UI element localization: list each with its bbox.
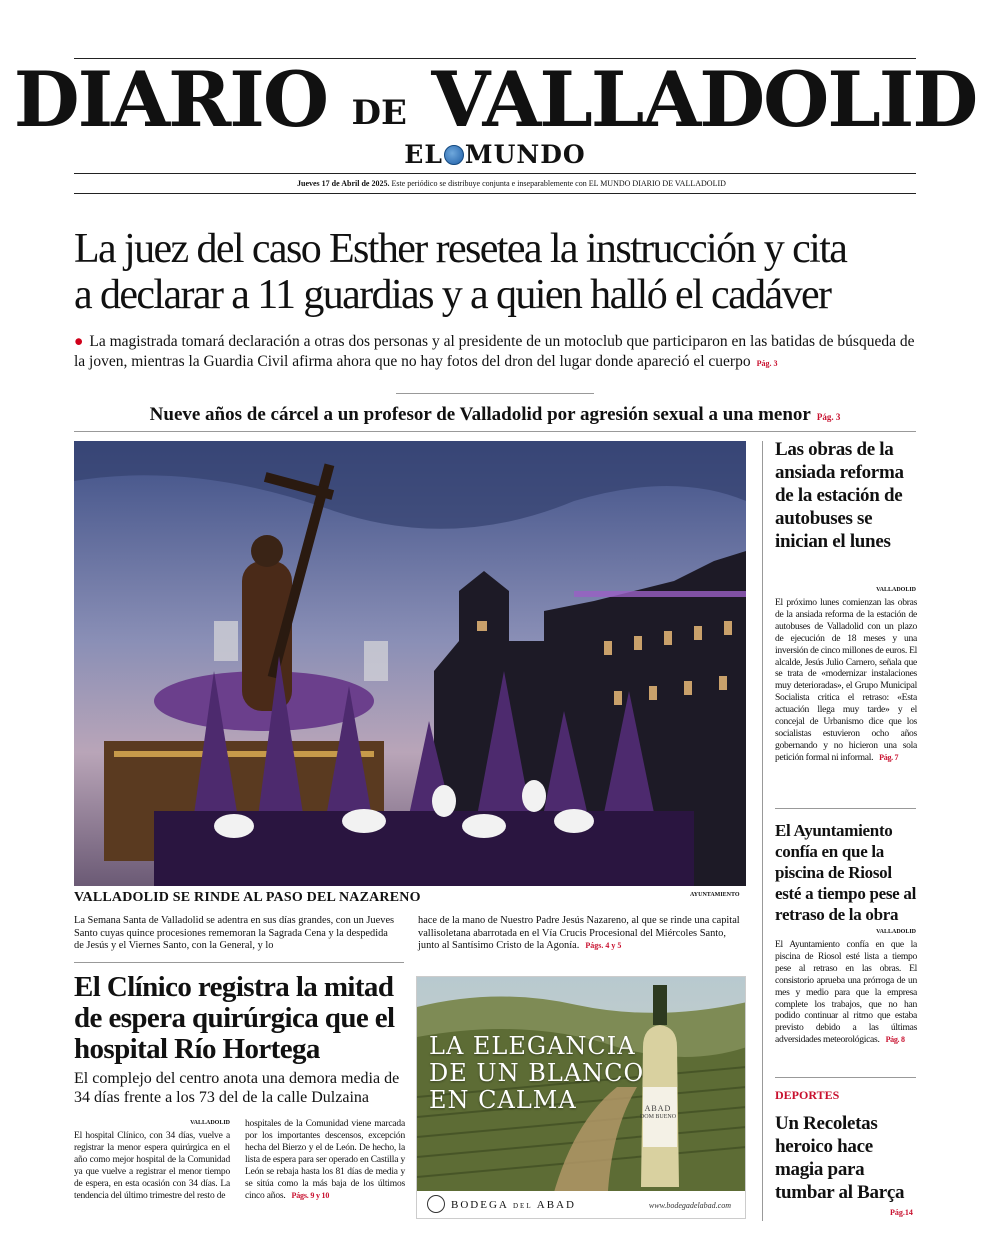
dateline-rule-bottom — [74, 193, 916, 194]
ad-slogan — [429, 1033, 644, 1114]
sidebar-rule-1 — [775, 808, 916, 809]
clinic-body-col2-text: hospitales de la Comunidad viene marcada por los importantes descensos, excepción hecha del Bierzo y el de León. De hecho, la lista de espera para ser operado en Castilla y León se rebaja hasta los 81 días de media y se sitúa como la más baja de los últimos cinco años. — [245, 1119, 405, 1201]
bodega-seal-icon — [427, 1195, 445, 1213]
clinic-body-col2 — [245, 1118, 405, 1202]
procession-image — [74, 441, 746, 886]
photo-caption-col1: La Semana Santa de Valladolid se adentra en sus días grandes, con un Jueves Santo cuyas quince procesiones rememoran la Sagrada Cena y la despedida de Jesús y el Viernes Santo, con la General, y lo — [74, 915, 395, 952]
dateline — [297, 179, 726, 188]
clinic-rule — [74, 962, 404, 963]
sidebar-story3-headline[interactable]: Un Recoletas heroico hace magia para tumbar al Barça — [775, 1113, 905, 1203]
el-mundo-logo — [0, 140, 990, 169]
section-rule — [74, 431, 916, 432]
clinic-subhead: El complejo del centro anota una demora media de 34 días frente a los 73 del de la calle Dulzaina — [74, 1070, 400, 1106]
nazareno-photo — [74, 441, 746, 886]
lead-headline-line1: La juez del caso Esther resetea la instrucción y cita — [74, 226, 847, 272]
el-mundo-el: EL — [404, 140, 443, 169]
sidebar-story2-body-text: El Ayuntamiento confía en que la piscina de Riosol esté lista a tiempo pese al retraso en las obras. El consistorio aprueba una prórroga de un mes y medio para que la empresa complete los trabajos, que no han podido continuar al ritmo que estaba previsto debido a las últimas adversidades meteorológicas. — [775, 939, 917, 1046]
sidebar-story1-headline[interactable]: Las obras de la ansiada reforma de la estación de autobuses se inician el lunes — [775, 439, 904, 552]
lead-headline[interactable] — [74, 226, 924, 318]
masthead-word-de: DE — [351, 93, 407, 133]
photo-caption-col2 — [418, 915, 746, 953]
sidebar-story1-page-ref[interactable]: Pág. 7 — [879, 752, 899, 762]
bodega-logo-abad: ABAD — [536, 1199, 576, 1211]
photo-caption-title: VALLADOLID SE RINDE AL PASO DEL NAZARENO — [74, 890, 421, 905]
bullet-icon: ● — [74, 333, 84, 350]
photo-caption-col2-text: hace de la mano de Nuestro Padre Jesús Nazareno, al que se rinde una capital vallisoletana abarrotada en el Vía Crucis Procesional del Miércoles Santo, junto al Santísimo Cristo de la Agonía. — [418, 915, 740, 952]
bottle-label-brand: ABAD — [644, 1104, 672, 1113]
lead-deck-text: La magistrada tomará declaración a otras dos personas y al presidente de un motoclub que participaron en las batidas de búsqueda de la joven, mientras la Guardia Civil afirma ahora que no hay fotos del dron del lugar donde apareció el cuerpo — [74, 333, 915, 370]
second-story[interactable] — [74, 404, 916, 426]
sidebar-rule-2 — [775, 1077, 916, 1078]
second-story-page-ref[interactable]: Pág. 3 — [816, 412, 841, 422]
clinic-page-ref[interactable]: Págs. 9 y 10 — [291, 1191, 330, 1200]
ad-slogan-line3: EN CALMA — [429, 1086, 577, 1114]
lead-page-ref[interactable]: Pág. 3 — [756, 359, 778, 368]
ad-slogan-line1: LA ELEGANCIA — [429, 1032, 636, 1060]
bodega-logo-word: BODEGA — [451, 1199, 509, 1211]
ad-footer — [417, 1191, 746, 1218]
sidebar-story3-page-ref[interactable]: Pág.14 — [890, 1208, 913, 1217]
ad-url[interactable]: www.bodegadelabad.com — [648, 1201, 731, 1210]
sidebar-story2-headline[interactable]: El Ayuntamiento confía en que la piscina de Riosol esté a tiempo pese al retraso de la obra — [775, 821, 916, 924]
masthead — [0, 55, 990, 144]
masthead-word-diario: DIARIO — [13, 55, 352, 144]
distribution-note: Este periódico se distribuye conjunta e inseparablemente con EL MUNDO DIARIO DE VALLADOLID — [391, 179, 726, 188]
globe-icon — [444, 145, 464, 165]
bottle-label — [639, 1105, 677, 1121]
bottle-label-sub: DOM BUENO — [639, 1114, 677, 1120]
clinic-byline: VALLADOLID — [190, 1120, 230, 1126]
bodega-logo — [451, 1199, 576, 1211]
photo-page-ref[interactable]: Págs. 4 y 5 — [585, 941, 622, 951]
bodega-logo-del: DEL — [512, 1202, 533, 1210]
second-story-headline: Nueve años de cárcel a un profesor de Valladolid por agresión sexual a una menor — [149, 404, 811, 425]
el-mundo-mundo: MUNDO — [464, 140, 586, 169]
lead-deck — [74, 332, 920, 374]
photo-credit: AYUNTAMIENTO — [690, 892, 740, 898]
wine-advertisement[interactable] — [416, 976, 746, 1219]
dateline-rule-top — [74, 173, 916, 174]
clinic-body-col1: El hospital Clínico, con 34 días, vuelve a registrar la menor espera quirúrgica en el año como mejor hospital de la Comunidad ya que vuelve a registrar el menor tiempo de espera, en esta ocasión con 34 días. La tendencia del último trimestre del resto de — [74, 1131, 230, 1201]
sidebar-story2-page-ref[interactable]: Pág. 8 — [885, 1035, 905, 1045]
ad-slogan-line2: DE UN BLANCO — [429, 1059, 645, 1087]
lead-headline-line2: a declarar a 11 guardias y a quien halló el cadáver — [74, 272, 831, 318]
masthead-word-valladolid: VALLADOLID — [406, 55, 977, 144]
sidebar-story2-body — [775, 939, 917, 1046]
clinic-headline[interactable]: El Clínico registra la mitad de espera quirúrgica que el hospital Río Hortega — [74, 971, 395, 1065]
section-label-deportes[interactable]: DEPORTES — [775, 1088, 840, 1102]
sidebar-story1-body — [775, 597, 917, 764]
sidebar-story1-body-text: El próximo lunes comienzan las obras de la ansiada reforma de la estación de autobuses de Valladolid con un plazo de ejecución de 18 meses y una inversión de cinco millones de euros. El alcalde, Jesús Julio Carnero, señala que se trata de «modernizar instalaciones muy deterioradas», el Grupo Municipal Socialista critica el retraso: «Esta actuación llega muy tarde» y el concejal de Urbanismo dice que los socialistas estuvieron ocho años gobernando y no hicieron una sola petición formal ni informal. — [775, 597, 917, 763]
sidebar-story2-byline: VALLADOLID — [876, 929, 916, 935]
sidebar-divider — [762, 441, 763, 1221]
sidebar-story1-byline: VALLADOLID — [876, 587, 916, 593]
separator-rule — [396, 393, 594, 394]
issue-date: Jueves 17 de Abril de 2025. — [297, 179, 390, 188]
